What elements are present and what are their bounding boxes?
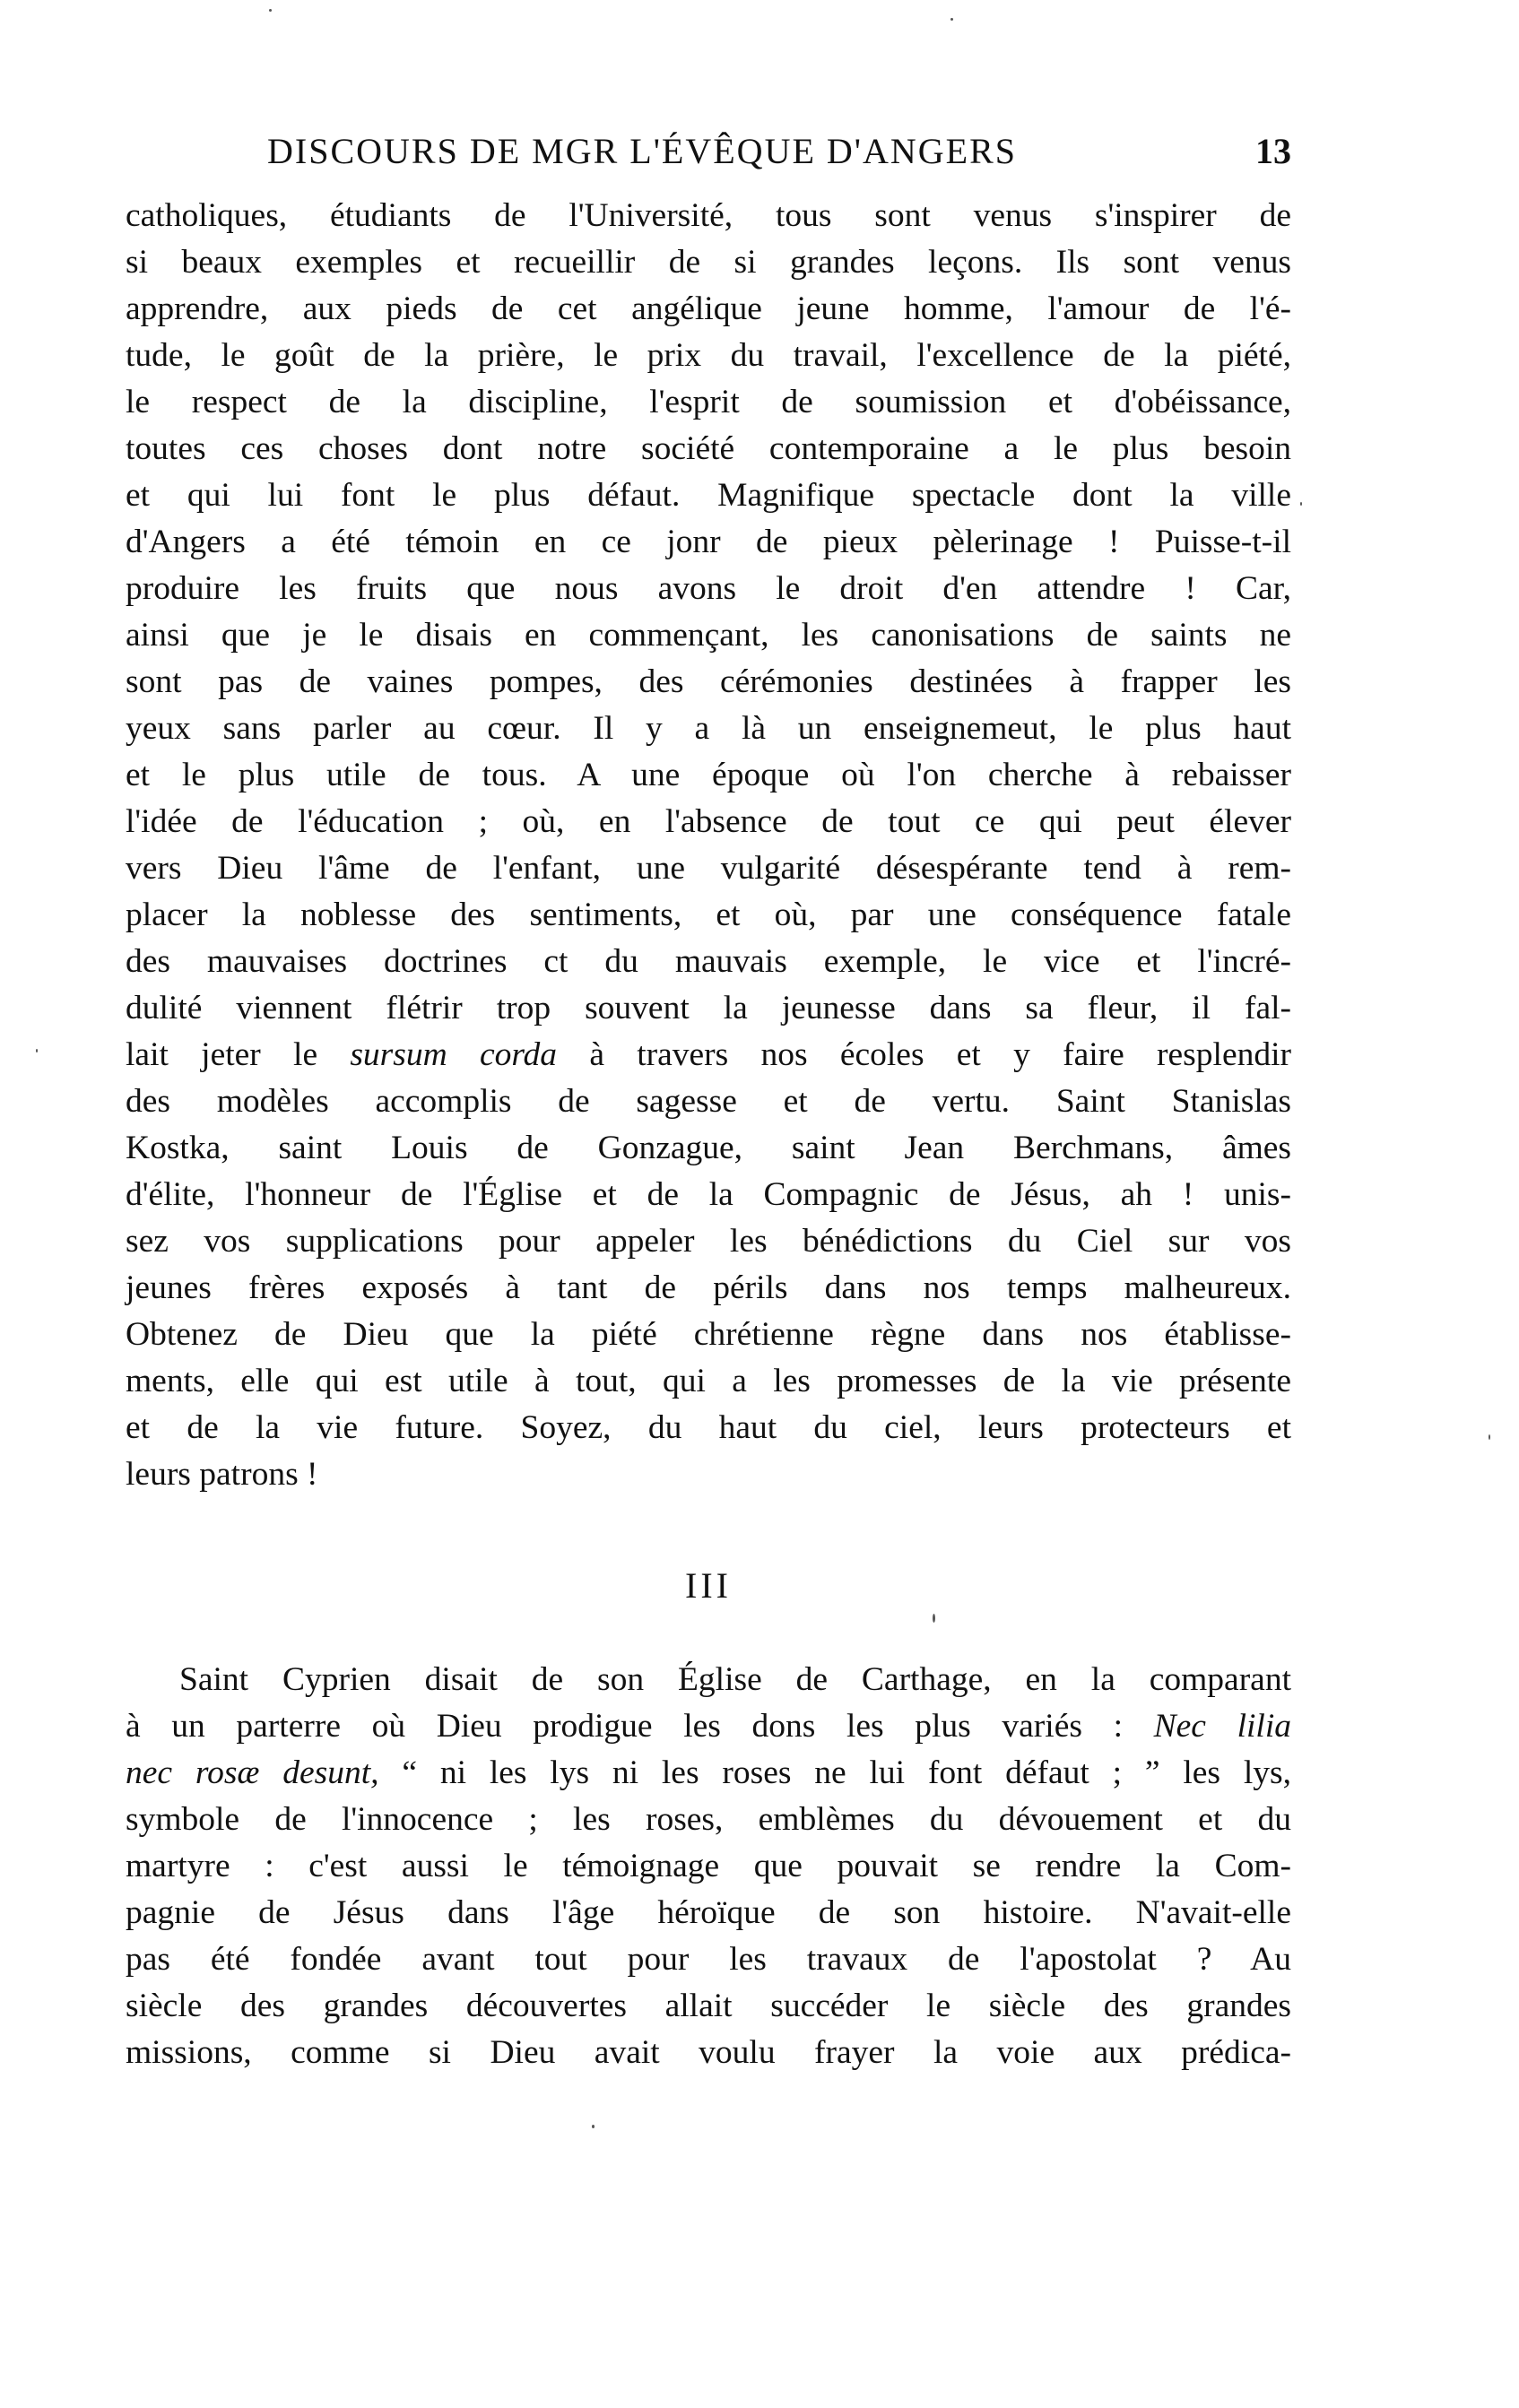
paragraph-section-three bbox=[126, 1657, 1291, 2076]
text-line: Kostka, saint Louis de Gonzague, saint Jean Berchmans, âmes bbox=[126, 1130, 1291, 1166]
text-line: le respect de la discipline, l'esprit de soumission et d'obéissance, bbox=[126, 384, 1291, 420]
text-line: et le plus utile de tous. A une époque où l'on cherche à rebaisser bbox=[126, 757, 1291, 793]
text-line: toutes ces choses dont notre société contemporaine a le plus besoin bbox=[126, 430, 1291, 467]
text-run: à travers nos écoles et y faire resplendir bbox=[557, 1036, 1291, 1073]
text-line: dulité viennent flétrir trop souvent la jeunesse dans sa fleur, il fal- bbox=[126, 990, 1291, 1026]
text-line: sont pas de vaines pompes, des cérémonies destinées à frapper les bbox=[126, 663, 1291, 700]
text-line: martyre : c'est aussi le témoignage que pouvait se rendre la Com- bbox=[126, 1848, 1291, 1884]
text-line: siècle des grandes découvertes allait succéder le siècle des grandes bbox=[126, 1988, 1291, 2024]
paragraph-continued bbox=[126, 193, 1291, 1498]
text-line: produire les fruits que nous avons le droit d'en attendre ! Car, bbox=[126, 570, 1291, 607]
scan-speck bbox=[269, 9, 272, 12]
text-line: et qui lui font le plus défaut. Magnifique spectacle dont la ville bbox=[126, 477, 1291, 514]
text-line: Obtenez de Dieu que la piété chrétienne règne dans nos établisse- bbox=[126, 1316, 1291, 1353]
text-line: catholiques, étudiants de l'Université, tous sont venus s'inspirer de bbox=[126, 197, 1291, 234]
text-line: des modèles accomplis de sagesse et de vertu. Saint Stanislas bbox=[126, 1083, 1291, 1120]
page-header bbox=[126, 130, 1291, 184]
page-number: 13 bbox=[1255, 131, 1291, 171]
text-line: des mauvaises doctrines ct du mauvais exemple, le vice et l'incré- bbox=[126, 943, 1291, 980]
text-run: à un parterre où Dieu prodigue les dons les plus variés : bbox=[126, 1708, 1154, 1745]
text-line: et de la vie future. Soyez, du haut du ciel, leurs protecteurs et bbox=[126, 1409, 1291, 1446]
text-line: missions, comme si Dieu avait voulu frayer la voie aux prédica- bbox=[126, 2034, 1291, 2071]
text-line: d'Angers a été témoin en ce jonr de pieux pèlerinage ! Puisse-t-il bbox=[126, 524, 1291, 560]
text-line: pagnie de Jésus dans l'âge héroïque de son histoire. N'avait-elle bbox=[126, 1894, 1291, 1931]
text-line: pas été fondée avant tout pour les travaux de l'apostolat ? Au bbox=[126, 1941, 1291, 1978]
scan-speck bbox=[592, 2125, 595, 2128]
scan-speck bbox=[1489, 1434, 1490, 1440]
text-line: symbole de l'innocence ; les roses, emblèmes du dévouement et du bbox=[126, 1801, 1291, 1838]
text-line-with-italic bbox=[126, 1703, 1291, 1750]
latin-phrase: Nec lilia bbox=[1153, 1708, 1291, 1745]
text-line: placer la noblesse des sentiments, et où, par une conséquence fatale bbox=[126, 897, 1291, 933]
text-line: tude, le goût de la prière, le prix du travail, l'excellence de la piété, bbox=[126, 337, 1291, 374]
text-line: ainsi que je le disais en commençant, les canonisations de saints ne bbox=[126, 617, 1291, 654]
text-run: lait jeter le bbox=[126, 1036, 351, 1073]
text-line: apprendre, aux pieds de cet angélique jeune homme, l'amour de l'é- bbox=[126, 290, 1291, 327]
text-line: l'idée de l'éducation ; où, en l'absence de tout ce qui peut élever bbox=[126, 803, 1291, 840]
text-line: yeux sans parler au cœur. Il y a là un enseignemeut, le plus haut bbox=[126, 710, 1291, 747]
text-line: Saint Cyprien disait de son Église de Carthage, en la comparant bbox=[179, 1661, 1291, 1698]
scan-speck bbox=[950, 18, 953, 21]
text-line: jeunes frères exposés à tant de périls dans nos temps malheureux. bbox=[126, 1269, 1291, 1306]
text-line-with-italic bbox=[126, 1750, 1291, 1797]
scan-speck bbox=[933, 1614, 935, 1623]
latin-phrase: sursum corda bbox=[350, 1036, 558, 1073]
running-head: DISCOURS DE MGR L'ÉVÊQUE D'ANGERS bbox=[267, 131, 1017, 171]
text-line: vers Dieu l'âme de l'enfant, une vulgarité désespérante tend à rem- bbox=[126, 850, 1291, 887]
section-heading: III bbox=[685, 1565, 732, 1606]
latin-phrase: nec rosæ desunt, bbox=[126, 1754, 379, 1791]
scan-speck bbox=[1300, 502, 1302, 506]
text-line: leurs patrons ! bbox=[126, 1456, 318, 1493]
text-line: d'élite, l'honneur de l'Église et de la Compagnic de Jésus, ah ! unis- bbox=[126, 1176, 1291, 1213]
scan-speck bbox=[36, 1049, 38, 1052]
text-run: “ ni les lys ni les roses ne lui font défaut ; ” les lys, bbox=[378, 1754, 1291, 1791]
text-line: ments, elle qui est utile à tout, qui a les promesses de la vie présente bbox=[126, 1363, 1291, 1399]
text-line-with-italic bbox=[126, 1032, 1291, 1078]
text-line: si beaux exemples et recueillir de si grandes leçons. Ils sont venus bbox=[126, 244, 1291, 281]
text-line: sez vos supplications pour appeler les bénédictions du Ciel sur vos bbox=[126, 1223, 1291, 1260]
